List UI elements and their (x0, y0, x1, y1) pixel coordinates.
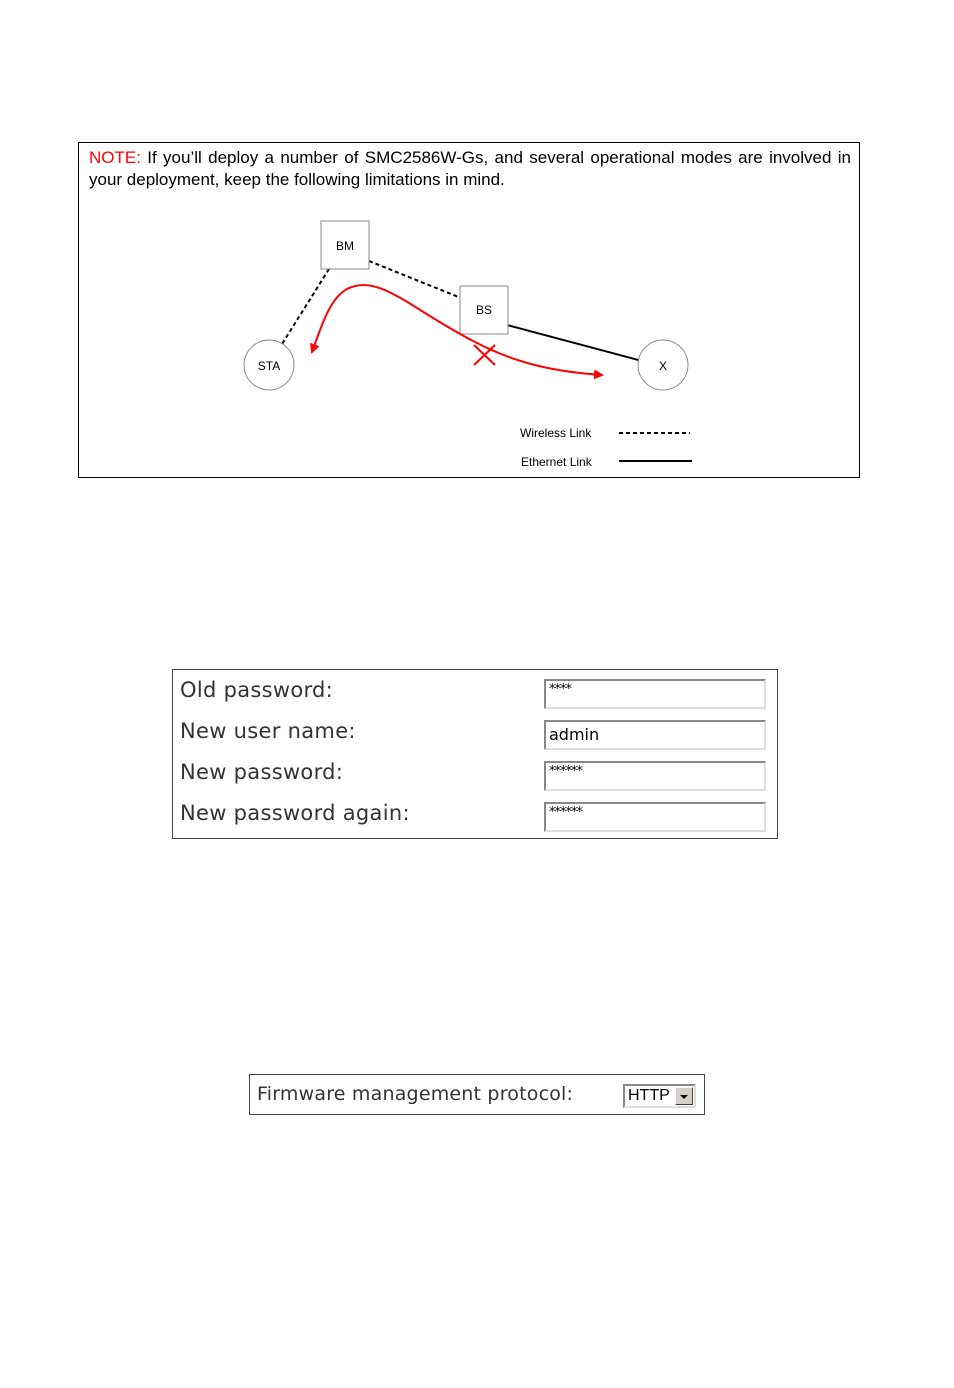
blocked-cross-icon (474, 345, 495, 365)
dropdown-button[interactable] (675, 1087, 693, 1105)
new-password-again-field[interactable]: ****** (544, 802, 766, 832)
new-password-again-row (173, 795, 777, 835)
node-bs (460, 286, 508, 334)
topology-diagram (79, 143, 859, 477)
firmware-protocol-select[interactable] (623, 1084, 696, 1108)
legend-ethernet-label: Ethernet Link (521, 455, 592, 469)
note-box (78, 142, 860, 478)
node-bm (321, 221, 369, 269)
firmware-protocol-label: Firmware management protocol: (257, 1083, 574, 1105)
chevron-down-icon (680, 1095, 688, 1099)
new-password-row (173, 754, 777, 794)
firmware-protocol-value: HTTP (628, 1087, 670, 1104)
wireless-link-bm-bs (369, 261, 461, 298)
new-password-label: New password: (180, 760, 344, 784)
node-sta (244, 340, 294, 390)
note-heading: NOTE: (89, 148, 141, 167)
old-password-field[interactable]: **** (544, 679, 766, 709)
new-password-again-label: New password again: (180, 801, 410, 825)
old-password-label: Old password: (180, 678, 334, 702)
new-user-name-label: New user name: (180, 719, 356, 743)
ethernet-link-bs-x (507, 325, 642, 361)
legend-wireless-label: Wireless Link (520, 426, 592, 440)
node-bm-label: BM (336, 239, 354, 253)
new-user-name-field[interactable]: admin (544, 720, 766, 750)
node-sta-label: STA (257, 359, 281, 373)
password-form-panel (172, 669, 778, 839)
firmware-panel (249, 1074, 705, 1115)
wireless-link-bm-sta (282, 269, 329, 344)
blocked-path-to-sta (312, 285, 475, 352)
node-bs-label: BS (475, 303, 493, 317)
node-x (638, 340, 688, 390)
node-x-label: X (658, 359, 668, 373)
new-password-field[interactable]: ****** (544, 761, 766, 791)
note-body: If you’ll deploy a number of SMC2586W-Gs, and several operational modes are involved in your deployment, keep the following limitations in mind. (89, 148, 851, 189)
new-user-name-row (173, 713, 777, 753)
old-password-row (173, 672, 777, 712)
